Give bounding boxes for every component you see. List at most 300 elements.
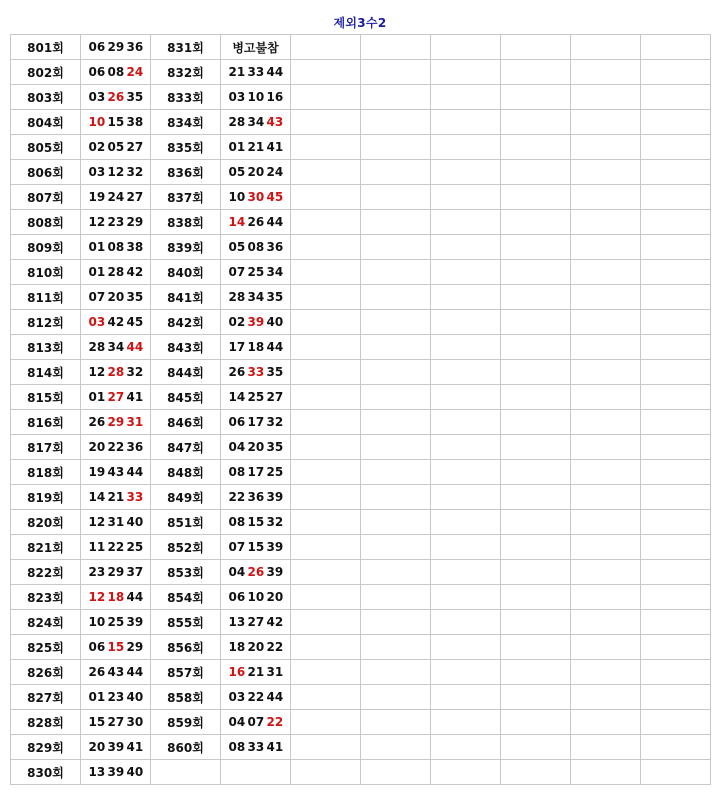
table-row [11, 685, 711, 710]
empty-cell [571, 285, 641, 310]
round-cell: 852회 [151, 535, 221, 560]
empty-cell [291, 210, 361, 235]
empty-cell [431, 410, 501, 435]
table-row [11, 160, 711, 185]
number: 15 [88, 715, 106, 729]
number: 11 [88, 540, 106, 554]
empty-cell [431, 760, 501, 785]
empty-cell [291, 560, 361, 585]
number: 29 [107, 40, 125, 54]
highlighted-number: 15 [107, 640, 125, 654]
number: 06 [88, 640, 106, 654]
number: 21 [247, 140, 265, 154]
number: 31 [107, 515, 125, 529]
empty-cell [431, 685, 501, 710]
number: 32 [266, 415, 284, 429]
empty-cell [361, 210, 431, 235]
empty-cell [431, 660, 501, 685]
empty-cell [641, 635, 711, 660]
number: 34 [247, 115, 265, 129]
empty-cell [641, 610, 711, 635]
empty-cell [641, 310, 711, 335]
number: 05 [228, 240, 246, 254]
numbers-cell [81, 210, 151, 235]
empty-cell [571, 335, 641, 360]
highlighted-number: 39 [247, 315, 265, 329]
empty-cell [571, 310, 641, 335]
round-cell: 855회 [151, 610, 221, 635]
number: 21 [107, 490, 125, 504]
highlighted-number: 22 [266, 715, 284, 729]
number: 28 [107, 265, 125, 279]
number: 22 [107, 440, 125, 454]
empty-cell [501, 210, 571, 235]
highlighted-number: 44 [126, 340, 144, 354]
numbers-cell [81, 360, 151, 385]
empty-cell [641, 410, 711, 435]
empty-cell [431, 560, 501, 585]
number: 30 [126, 715, 144, 729]
number: 01 [88, 265, 106, 279]
empty-cell [291, 635, 361, 660]
empty-cell [641, 210, 711, 235]
number: 40 [126, 765, 144, 779]
highlighted-number: 31 [126, 415, 144, 429]
round-cell: 806회 [11, 160, 81, 185]
number: 18 [247, 340, 265, 354]
table-row [11, 735, 711, 760]
number: 39 [107, 765, 125, 779]
round-cell: 810회 [11, 260, 81, 285]
number: 15 [247, 540, 265, 554]
empty-cell [431, 110, 501, 135]
empty-cell [571, 410, 641, 435]
numbers-cell [221, 335, 291, 360]
empty-cell [361, 585, 431, 610]
empty-cell [501, 85, 571, 110]
number: 44 [266, 215, 284, 229]
number: 12 [88, 515, 106, 529]
table-row [11, 285, 711, 310]
empty-cell [431, 210, 501, 235]
number: 34 [247, 290, 265, 304]
table-row [11, 135, 711, 160]
table-row [11, 460, 711, 485]
empty-cell [291, 460, 361, 485]
round-cell: 812회 [11, 310, 81, 335]
round-cell: 839회 [151, 235, 221, 260]
numbers-cell [81, 385, 151, 410]
empty-cell [641, 285, 711, 310]
number: 13 [228, 615, 246, 629]
empty-cell [291, 160, 361, 185]
empty-cell [291, 760, 361, 785]
table-row [11, 560, 711, 585]
number: 36 [266, 240, 284, 254]
numbers-cell [221, 610, 291, 635]
number: 12 [88, 365, 106, 379]
table-row [11, 760, 711, 785]
round-cell: 838회 [151, 210, 221, 235]
empty-cell [641, 160, 711, 185]
number: 21 [228, 65, 246, 79]
number: 07 [247, 715, 265, 729]
empty-cell [501, 260, 571, 285]
number: 35 [266, 365, 284, 379]
round-cell: 821회 [11, 535, 81, 560]
empty-cell [291, 735, 361, 760]
number: 08 [247, 240, 265, 254]
round-cell: 801회 [11, 35, 81, 60]
number: 36 [126, 40, 144, 54]
empty-cell [361, 360, 431, 385]
number: 44 [266, 340, 284, 354]
numbers-cell [81, 435, 151, 460]
table-row [11, 410, 711, 435]
empty-cell [641, 585, 711, 610]
empty-cell [431, 160, 501, 185]
number: 41 [126, 390, 144, 404]
table-row [11, 435, 711, 460]
empty-cell [571, 235, 641, 260]
number: 04 [228, 715, 246, 729]
empty-cell [431, 385, 501, 410]
numbers-cell [81, 185, 151, 210]
number: 25 [107, 615, 125, 629]
number: 14 [228, 390, 246, 404]
empty-cell [641, 335, 711, 360]
number: 19 [88, 190, 106, 204]
empty-cell [431, 310, 501, 335]
highlighted-number: 26 [247, 565, 265, 579]
empty-cell [641, 360, 711, 385]
empty-cell [291, 235, 361, 260]
table-row [11, 485, 711, 510]
number: 44 [126, 590, 144, 604]
empty-cell [571, 585, 641, 610]
table-row [11, 185, 711, 210]
empty-cell [291, 310, 361, 335]
round-cell: 840회 [151, 260, 221, 285]
round-cell: 817회 [11, 435, 81, 460]
numbers-cell [81, 35, 151, 60]
highlighted-number: 10 [88, 115, 106, 129]
number: 08 [228, 515, 246, 529]
highlighted-number: 12 [88, 590, 106, 604]
empty-cell [361, 735, 431, 760]
empty-cell [431, 510, 501, 535]
empty-cell [501, 285, 571, 310]
empty-cell [501, 460, 571, 485]
numbers-cell [221, 385, 291, 410]
round-cell: 851회 [151, 510, 221, 535]
number: 43 [107, 665, 125, 679]
round-cell: 813회 [11, 335, 81, 360]
empty-cell [641, 735, 711, 760]
number: 39 [266, 565, 284, 579]
number: 02 [228, 315, 246, 329]
number: 25 [247, 265, 265, 279]
empty-cell [571, 610, 641, 635]
empty-cell [291, 35, 361, 60]
numbers-cell [221, 60, 291, 85]
empty-cell [361, 310, 431, 335]
number: 25 [126, 540, 144, 554]
empty-cell [571, 560, 641, 585]
empty-cell [501, 185, 571, 210]
number: 08 [107, 240, 125, 254]
numbers-cell [221, 110, 291, 135]
empty-cell [361, 335, 431, 360]
number: 17 [228, 340, 246, 354]
number: 31 [266, 665, 284, 679]
highlighted-number: 03 [88, 315, 106, 329]
number: 26 [247, 215, 265, 229]
empty-cell [431, 360, 501, 385]
table-row [11, 235, 711, 260]
empty-cell [571, 85, 641, 110]
empty-cell [291, 185, 361, 210]
number: 42 [266, 615, 284, 629]
number: 41 [266, 740, 284, 754]
empty-cell [501, 610, 571, 635]
empty-cell [431, 435, 501, 460]
numbers-cell [81, 460, 151, 485]
round-cell: 818회 [11, 460, 81, 485]
empty-cell [501, 585, 571, 610]
numbers-cell [221, 210, 291, 235]
number: 33 [247, 65, 265, 79]
number: 06 [228, 590, 246, 604]
number: 44 [126, 665, 144, 679]
table-row [11, 585, 711, 610]
empty-cell [641, 110, 711, 135]
numbers-cell [221, 260, 291, 285]
empty-cell [501, 160, 571, 185]
numbers-cell [221, 410, 291, 435]
empty-cell [361, 160, 431, 185]
empty-cell [291, 85, 361, 110]
empty-cell [641, 460, 711, 485]
empty-cell [571, 635, 641, 660]
number: 27 [247, 615, 265, 629]
number: 20 [88, 740, 106, 754]
empty-cell [641, 660, 711, 685]
numbers-cell [81, 760, 151, 785]
round-cell: 815회 [11, 385, 81, 410]
empty-cell [361, 35, 431, 60]
number: 07 [88, 290, 106, 304]
highlighted-number: 26 [107, 90, 125, 104]
empty-cell [571, 685, 641, 710]
empty-cell [501, 60, 571, 85]
numbers-cell [221, 660, 291, 685]
round-cell: 804회 [11, 110, 81, 135]
highlighted-number: 28 [107, 365, 125, 379]
round-cell: 841회 [151, 285, 221, 310]
empty-cell [431, 235, 501, 260]
number: 35 [266, 440, 284, 454]
number: 36 [247, 490, 265, 504]
round-cell: 829회 [11, 735, 81, 760]
empty-cell [431, 735, 501, 760]
number: 42 [107, 315, 125, 329]
number: 29 [126, 215, 144, 229]
number: 22 [228, 490, 246, 504]
empty-cell [501, 310, 571, 335]
empty-cell [291, 685, 361, 710]
number: 22 [266, 640, 284, 654]
number: 05 [228, 165, 246, 179]
empty-cell [431, 85, 501, 110]
number: 27 [107, 715, 125, 729]
highlighted-number: 30 [247, 190, 265, 204]
round-cell: 823회 [11, 585, 81, 610]
round-cell: 834회 [151, 110, 221, 135]
number: 29 [126, 640, 144, 654]
empty-cell [431, 335, 501, 360]
empty-cell [291, 335, 361, 360]
round-cell: 827회 [11, 685, 81, 710]
number: 32 [266, 515, 284, 529]
number: 29 [107, 565, 125, 579]
round-cell: 811회 [11, 285, 81, 310]
number: 06 [88, 40, 106, 54]
number: 10 [247, 590, 265, 604]
number: 25 [247, 390, 265, 404]
empty-cell [501, 735, 571, 760]
empty-cell [431, 135, 501, 160]
empty-cell [571, 160, 641, 185]
empty-cell [501, 435, 571, 460]
empty-cell [571, 110, 641, 135]
numbers-cell [221, 460, 291, 485]
empty-cell [501, 385, 571, 410]
empty-cell [431, 585, 501, 610]
empty-cell [291, 260, 361, 285]
results-table [10, 34, 711, 785]
empty-cell [571, 60, 641, 85]
number: 38 [126, 115, 144, 129]
round-cell: 832회 [151, 60, 221, 85]
number: 34 [266, 265, 284, 279]
round-cell: 859회 [151, 710, 221, 735]
empty-cell [361, 635, 431, 660]
empty-cell [291, 585, 361, 610]
number: 28 [88, 340, 106, 354]
empty-cell [361, 185, 431, 210]
table-row [11, 210, 711, 235]
number: 18 [228, 640, 246, 654]
table-row [11, 85, 711, 110]
number: 08 [107, 65, 125, 79]
empty-cell [361, 435, 431, 460]
empty-cell [361, 660, 431, 685]
round-cell: 809회 [11, 235, 81, 260]
number: 20 [247, 440, 265, 454]
numbers-cell [221, 485, 291, 510]
empty-cell [291, 60, 361, 85]
number: 32 [126, 165, 144, 179]
number: 33 [247, 740, 265, 754]
numbers-cell [221, 535, 291, 560]
table-row [11, 310, 711, 335]
number: 08 [228, 740, 246, 754]
empty-cell [361, 85, 431, 110]
empty-cell [641, 710, 711, 735]
number: 06 [88, 65, 106, 79]
round-cell: 825회 [11, 635, 81, 660]
numbers-cell [81, 660, 151, 685]
number: 22 [247, 690, 265, 704]
highlighted-number: 16 [228, 665, 246, 679]
round-cell: 807회 [11, 185, 81, 210]
round-cell: 830회 [11, 760, 81, 785]
empty-cell [571, 735, 641, 760]
number: 40 [266, 315, 284, 329]
number: 20 [88, 440, 106, 454]
empty-cell [291, 660, 361, 685]
number: 10 [228, 190, 246, 204]
empty-cell [501, 510, 571, 535]
number: 10 [88, 615, 106, 629]
empty-cell [361, 460, 431, 485]
number: 12 [88, 215, 106, 229]
number: 04 [228, 565, 246, 579]
empty-cell [431, 185, 501, 210]
round-cell: 846회 [151, 410, 221, 435]
number: 16 [266, 90, 284, 104]
number: 02 [88, 140, 106, 154]
number: 15 [247, 515, 265, 529]
numbers-cell [81, 635, 151, 660]
number: 24 [266, 165, 284, 179]
number: 26 [88, 665, 106, 679]
number: 44 [266, 65, 284, 79]
number: 26 [88, 415, 106, 429]
round-cell: 802회 [11, 60, 81, 85]
empty-cell [291, 360, 361, 385]
round-cell: 847회 [151, 435, 221, 460]
empty-cell [571, 460, 641, 485]
numbers-cell [221, 710, 291, 735]
numbers-cell [81, 260, 151, 285]
numbers-cell [81, 60, 151, 85]
number: 01 [88, 240, 106, 254]
empty-cell [291, 535, 361, 560]
table-row [11, 35, 711, 60]
number: 39 [126, 615, 144, 629]
number: 40 [126, 515, 144, 529]
empty-cell [641, 560, 711, 585]
empty-cell [501, 660, 571, 685]
number: 22 [107, 540, 125, 554]
round-cell: 856회 [151, 635, 221, 660]
table-row [11, 260, 711, 285]
number: 44 [126, 465, 144, 479]
round-cell: 828회 [11, 710, 81, 735]
highlighted-number: 33 [126, 490, 144, 504]
empty-cell [431, 535, 501, 560]
empty-cell [291, 385, 361, 410]
numbers-cell [81, 160, 151, 185]
round-cell: 805회 [11, 135, 81, 160]
number: 03 [228, 90, 246, 104]
round-cell: 848회 [151, 460, 221, 485]
empty-cell [431, 610, 501, 635]
number: 45 [126, 315, 144, 329]
table-row [11, 535, 711, 560]
